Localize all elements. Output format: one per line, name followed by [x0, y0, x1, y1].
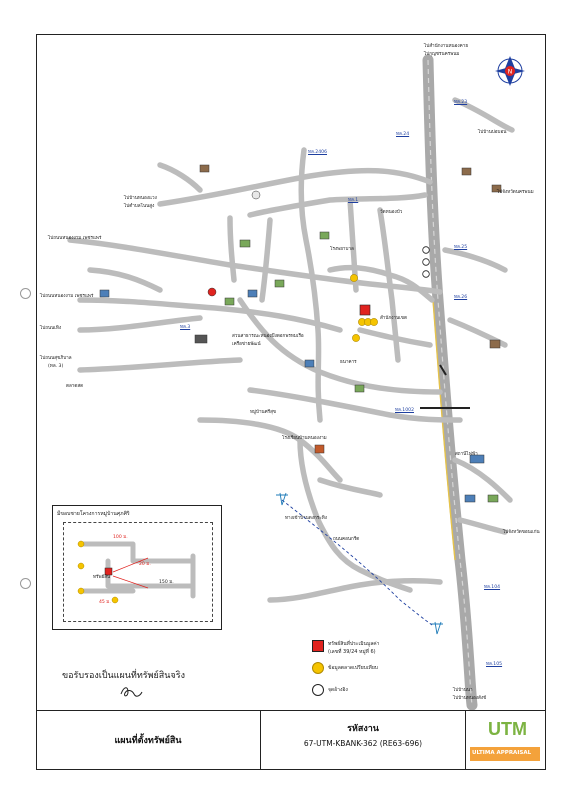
legend-item-1: ทรัพย์สินที่ประเมินมูลค่า — [328, 641, 380, 647]
reference-points — [423, 247, 430, 278]
label-left-4: ไปถนนสุขภิบาล — [40, 356, 72, 361]
sign-note: ขอรับรองเป็นแผนที่ทรัพย์สินจริง — [62, 671, 185, 681]
inset-roads — [53, 506, 223, 631]
label-to-bangbon: ไปบ้านบ่อบอน — [478, 130, 507, 135]
label-to-udon-2: ไปตำบลโนนสูง — [124, 204, 155, 209]
label-power: สถานีไฟฟ้า — [455, 452, 478, 457]
inset-dist-4: 45 ม. — [99, 600, 111, 605]
label-hw25: ทล.25 — [454, 245, 468, 250]
label-left-3: ไปถนนเทิง — [40, 326, 62, 331]
label-market: ตลาดสด — [66, 384, 84, 389]
inset-dist-3: 150 ม. — [159, 580, 174, 585]
label-left-4b: (ทล. 3) — [48, 364, 64, 369]
label-office: สำนักงานเขต — [380, 316, 407, 321]
inset-plot: ทรัพย์สิน — [93, 575, 111, 580]
legend-item-1b: (เลขที่ 39/24 หมู่ที่ 6) — [328, 649, 376, 655]
inset-title: มีขอบชายโครงการหมู่บ้านศุภศิริ — [57, 511, 130, 517]
footer-left-title: แผนที่ตั้งทรัพย์สิน — [114, 736, 182, 746]
legend-reference-icon — [312, 684, 324, 696]
label-park-2: เครือข่ายพัฒน์ — [232, 342, 261, 347]
label-right-1: ไปจังหวัดขอนแก่น — [503, 530, 540, 535]
utm-logo — [468, 715, 542, 765]
label-left-1: ไปถนนหนองงาม เพชรแพร่ — [48, 236, 102, 241]
inset-dist-1: 100 ม. — [113, 535, 128, 540]
logo-sub: ULTIMA APPRAISAL — [472, 750, 532, 756]
label-hw104: ทล.104 — [484, 585, 501, 590]
label-hw23: ทล.23 — [454, 100, 468, 105]
property-marker — [360, 305, 370, 315]
label-road-note: ถนนคอนกรีต — [333, 537, 360, 542]
label-temple: วัดหนองบัว — [380, 210, 403, 215]
label-hospital: โรงพยาบาล — [330, 247, 354, 252]
north-arrow-icon — [495, 56, 525, 86]
footer-left — [36, 711, 261, 769]
label-park: สวนสาธารณะหนองบึงดอกพรหมเรือ — [232, 334, 304, 339]
label-north-1: ไปสำนักงานหนองคาย — [424, 44, 469, 49]
job-code: 67-UTM-KBANK-362 (RE63-696) — [303, 739, 423, 748]
label-hw3: ทล.3 — [180, 325, 191, 330]
label-hw1002: ทล.1002 — [395, 408, 414, 413]
label-bottom-1: ไปบ้านนา — [453, 688, 473, 693]
label-hw24: ทล.24 — [396, 132, 410, 137]
label-hw105: ทล.105 — [486, 662, 503, 667]
label-hw26: ทล.26 — [454, 295, 468, 300]
svg-text:N: N — [507, 68, 513, 76]
label-hw1: ทล.1 — [348, 198, 359, 203]
legend-square-icon — [312, 640, 324, 652]
label-to-udon: ไปบ้านหนองแวง — [124, 196, 157, 201]
label-bank: ธนาคาร — [340, 360, 357, 365]
label-hw2406: ทล.2406 — [308, 150, 327, 155]
tower-icons — [276, 493, 443, 634]
label-left-2: ไปถนนหนองงาม เพชรแพร่ — [40, 294, 94, 299]
label-kanbang: ทางเข้าบ้านดงกระทิง — [285, 516, 327, 521]
label-north-2: ไปกุญชรนครพนม — [424, 52, 460, 57]
signature — [118, 684, 148, 700]
footer-mid-title: รหัสงาน — [347, 724, 379, 734]
legend-item-3: จุดอ้างอิง — [328, 687, 348, 693]
logo-main: UTM — [488, 719, 527, 739]
footer-mid — [261, 711, 466, 769]
inset-dist-2: 20 ม. — [139, 562, 151, 567]
legend-circle-icon — [312, 662, 324, 674]
label-right-mid: ไปจังหวัดนครพนม — [497, 190, 534, 195]
footer — [36, 710, 546, 770]
legend-item-2: ข้อมูลตลาดเปรียบเทียบ — [328, 665, 378, 671]
inset-map — [52, 505, 222, 630]
label-school: โรงเรียนบ้านหนองงาม — [282, 436, 327, 441]
label-bottom-2: ไปบ้านหนองสังข์ — [453, 696, 487, 701]
label-village: หมู่บ้านศรีสุข — [250, 410, 277, 415]
